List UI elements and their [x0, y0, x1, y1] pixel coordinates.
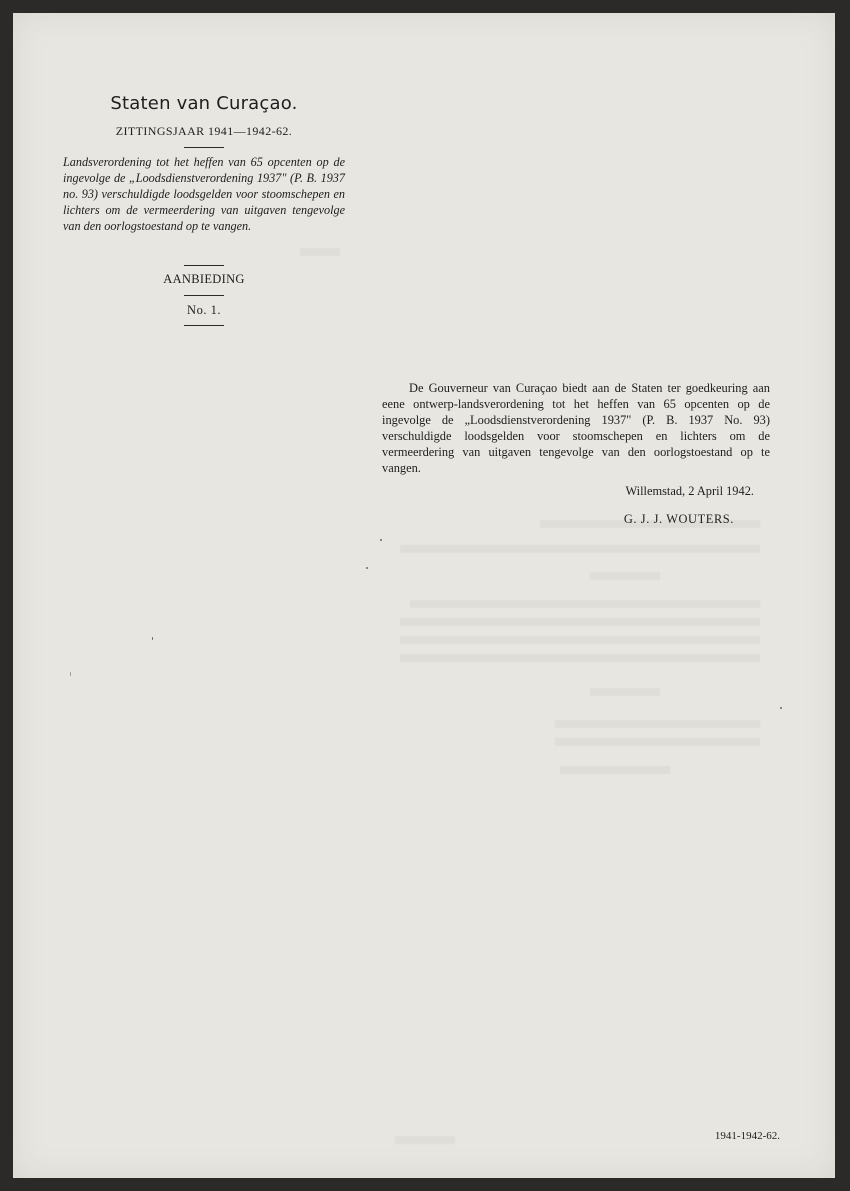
paper-speck	[380, 539, 382, 541]
paper-speck	[70, 672, 71, 676]
place-and-date: Willemstad, 2 April 1942.	[625, 484, 754, 498]
document-number: No. 1.	[187, 303, 221, 317]
paper-speck	[366, 567, 368, 569]
document-type: AANBIEDING	[163, 272, 245, 286]
session-year: ZITTINGSJAAR 1941—1942-62.	[115, 124, 293, 138]
paper-speck	[780, 707, 782, 709]
type-divider	[184, 295, 224, 296]
document-title: Staten van Curaçao.	[110, 93, 298, 114]
signatory: G. J. J. WOUTERS.	[623, 512, 734, 526]
title-divider	[184, 147, 224, 148]
paper-speck	[152, 637, 153, 640]
governor-message: De Gouverneur van Curaçao biedt aan de Staten ter goedkeuring aan eene ontwerp-landsverordening tot het heffen van 65 opcenten op de ingevolge de „Loodsdienstverordening 1937" (P. B. 1937 No. 93) verschuldigde loodsgelden voor stoomschepen en lichters om de vermeerdering van uitgaven tengevolge van den oorlogstoestand op te vangen.	[382, 381, 770, 475]
footer-document-code: 1941-1942-62.	[714, 1130, 780, 1142]
description-divider	[184, 265, 224, 266]
ordinance-description: Landsverordening tot het heffen van 65 opcenten op de ingevolge de „Loodsdienstverordening 1937" (P. B. 1937 no. 93) verschuldigde loodsgelden voor stoomschepen en lichters om de vermeerdering van uitgaven tengevolge van den oorlogstoestand op te vangen.	[63, 155, 345, 233]
number-divider	[184, 325, 224, 326]
